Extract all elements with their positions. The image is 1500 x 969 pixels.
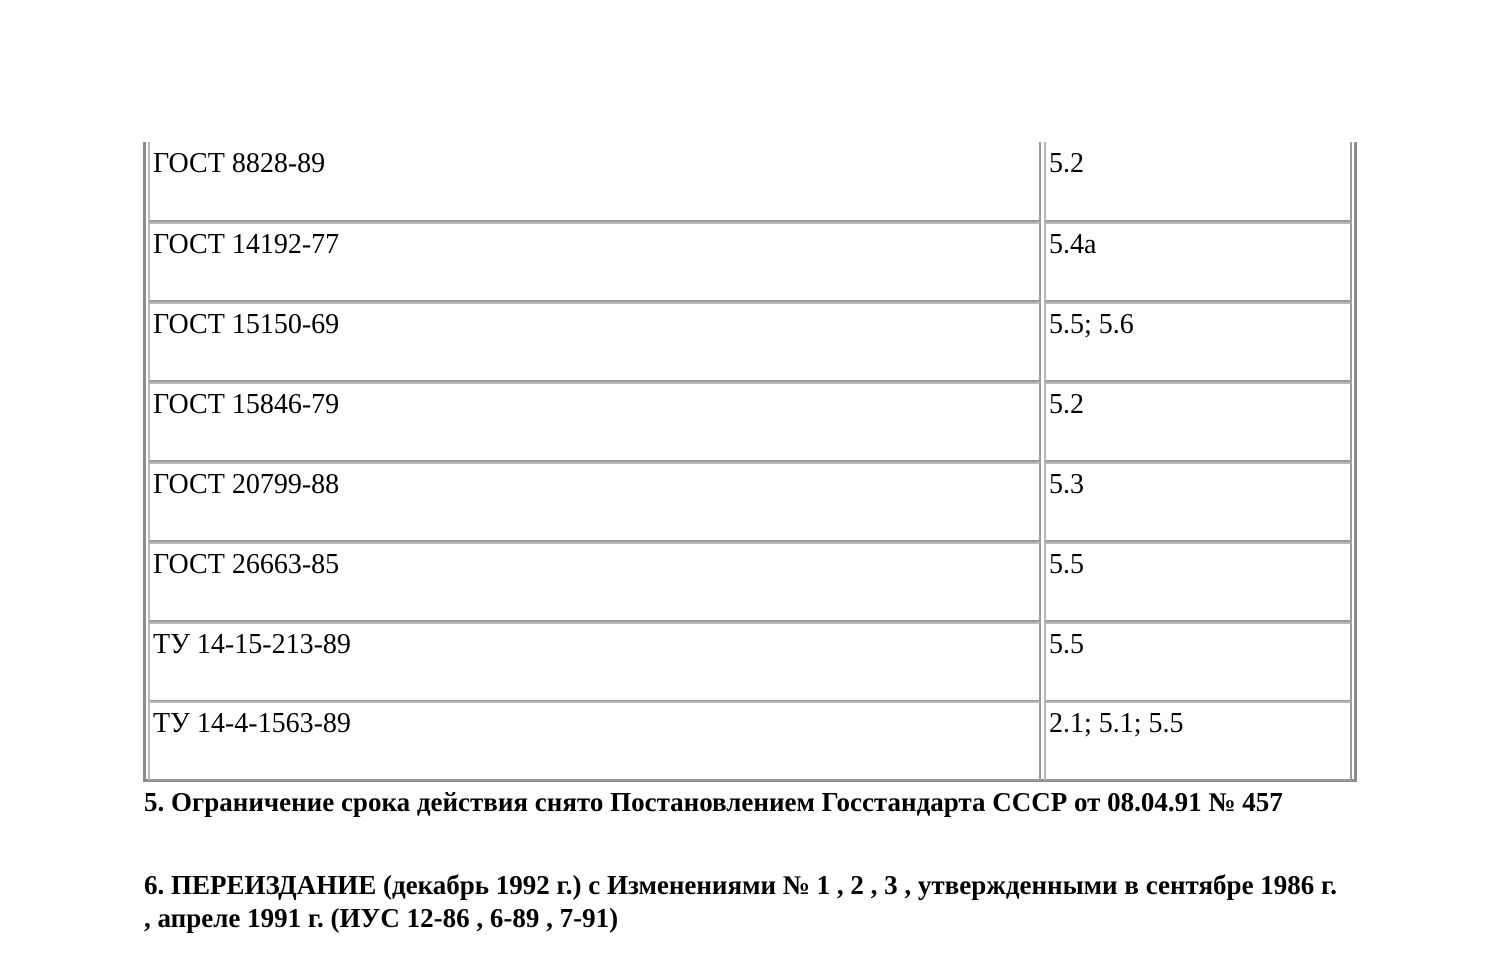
table-row — [148, 622, 1352, 702]
doc-cell: ГОСТ 26663-85 — [148, 542, 1041, 622]
clause-cell: 5.2 — [1044, 142, 1352, 222]
table-row — [148, 222, 1352, 302]
table-row — [148, 701, 1352, 781]
clause-cell: 5.3 — [1044, 462, 1352, 542]
clause-cell: 2.1; 5.1; 5.5 — [1044, 701, 1352, 781]
doc-cell: ГОСТ 20799-88 — [148, 462, 1041, 542]
doc-cell: ТУ 14-4-1563-89 — [148, 701, 1041, 781]
references-table — [143, 142, 1357, 782]
note-item-5: 5. Ограничение срока действия снято Постановлением Госстандарта СССР от 08.04.91 № 457 — [144, 787, 1283, 817]
doc-cell: ГОСТ 14192-77 — [148, 222, 1041, 302]
doc-cell: ГОСТ 15846-79 — [148, 382, 1041, 462]
table-row — [148, 382, 1352, 462]
table-row — [148, 462, 1352, 542]
doc-cell: ГОСТ 15150-69 — [148, 302, 1041, 382]
table-row — [148, 542, 1352, 622]
note-item-6: 6. ПЕРЕИЗДАНИЕ (декабрь 1992 г.) с Изменениями № 1 , 2 , 3 , утвержденными в сентябре 1986 г. , апреле 1991 г. (ИУС 12-86 , 6-89 , 7-91) — [144, 870, 1338, 933]
clause-cell: 5.4а — [1044, 222, 1352, 302]
table-row — [148, 302, 1352, 382]
clause-cell: 5.5 — [1044, 542, 1352, 622]
clause-cell: 5.5; 5.6 — [1044, 302, 1352, 382]
clause-cell: 5.5 — [1044, 622, 1352, 702]
doc-cell: ГОСТ 8828-89 — [148, 142, 1041, 222]
doc-cell: ТУ 14-15-213-89 — [148, 622, 1041, 702]
table-row — [148, 142, 1352, 222]
clause-cell: 5.2 — [1044, 382, 1352, 462]
